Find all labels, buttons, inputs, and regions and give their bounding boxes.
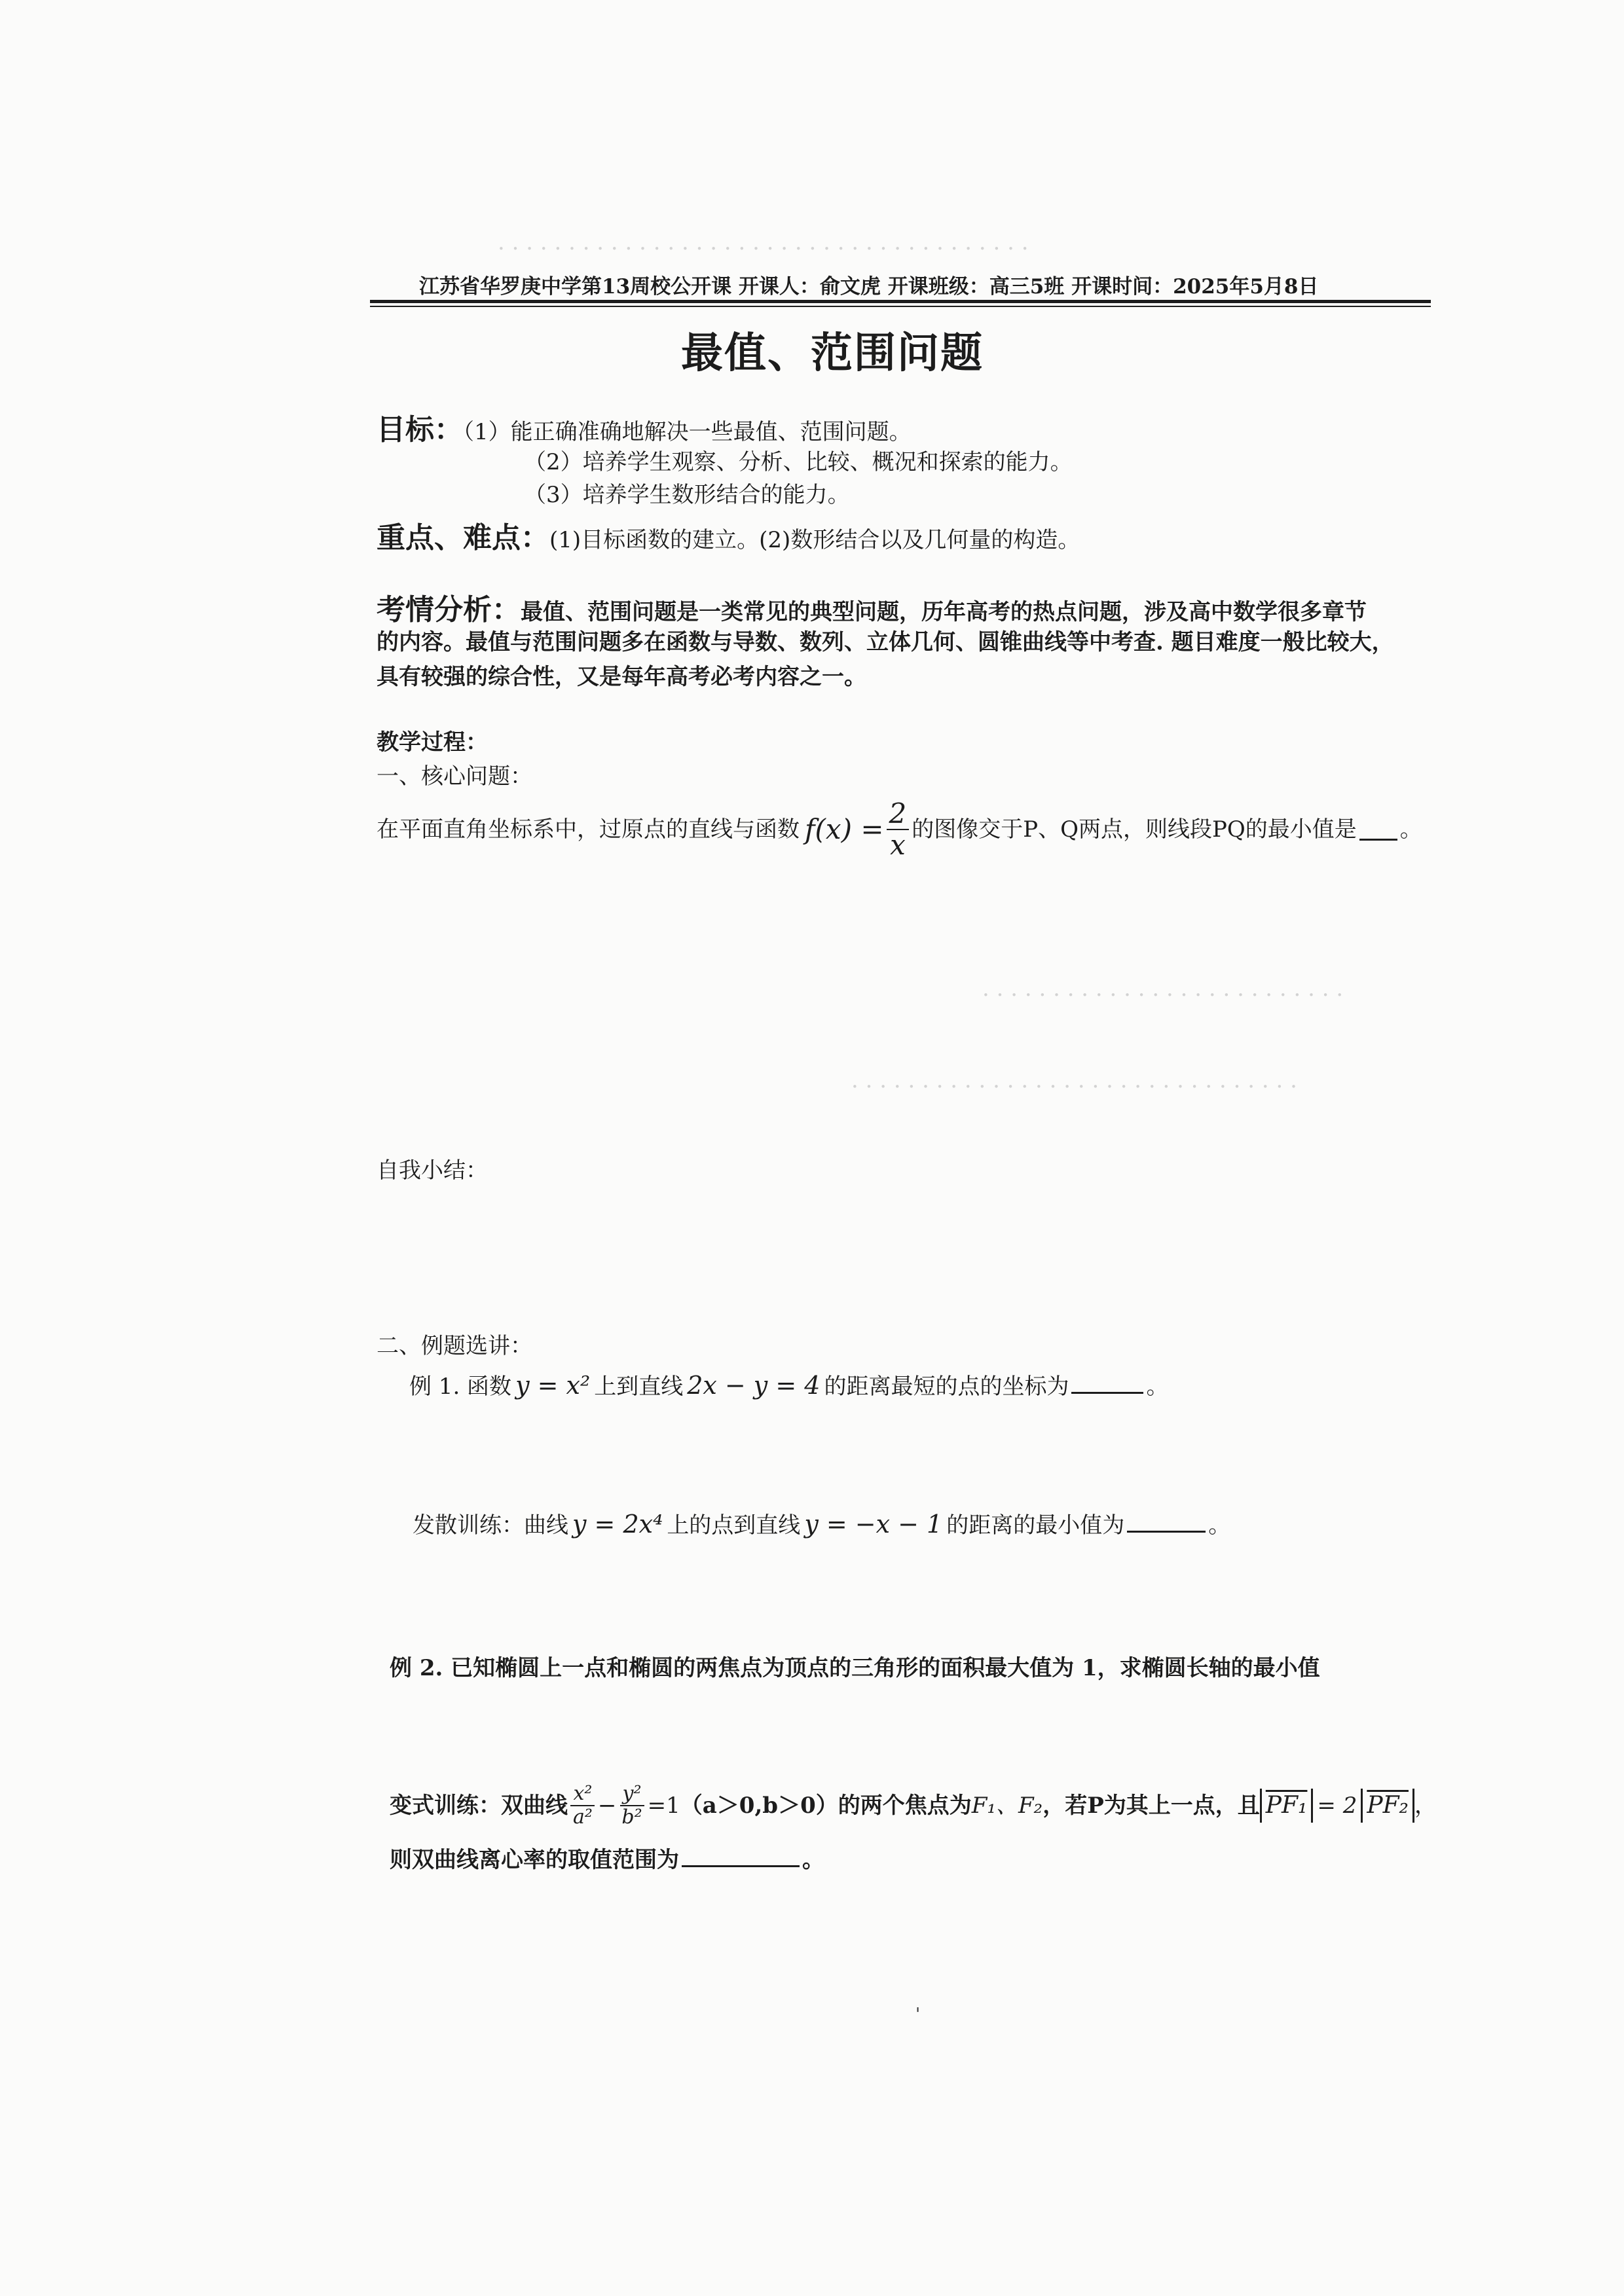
bleed-through-text: · · · · · · · · · · · · · · · · · · · · · · · · · · · · · · · ·	[851, 1074, 1297, 1100]
section-heading: 一、核心问题：	[377, 763, 532, 790]
foci-label: F₁、F₂	[971, 1793, 1043, 1819]
analysis-text: 的内容。最值与范围问题多在函数与导数、数列、立体几何、圆锥曲线等中考查. 题目难度一般比较大，	[377, 629, 1394, 655]
bleed-through-text: · · · · · · · · · · · · · · · · · · · · · · · · · ·	[982, 982, 1344, 1008]
header-divider	[370, 300, 1431, 303]
training-2-text: ，若P为其上一点，且	[1043, 1793, 1260, 1819]
training-2	[390, 1784, 1437, 1827]
example-1-text: 上到直线	[594, 1374, 684, 1400]
fraction	[887, 797, 910, 861]
core-problem-text: 。	[1399, 816, 1422, 843]
goal-item: （2）培养学生观察、分析、比较、概况和探索的能力。	[524, 449, 1073, 475]
training-1-text: 发散训练：曲线	[413, 1512, 568, 1539]
training-2-text: 变式训练：双曲线	[390, 1793, 568, 1819]
header-divider-thin	[370, 306, 1431, 307]
example-1-text: 例 1. 函数	[409, 1374, 512, 1400]
core-problem-text: 的图像交于P、Q两点，则线段PQ的最小值是	[912, 816, 1357, 843]
answer-blank[interactable]	[1127, 1518, 1206, 1533]
function-expression: f(x) =	[805, 813, 884, 845]
fraction-numerator: y²	[620, 1784, 644, 1806]
training-2-text: ，	[1414, 1793, 1437, 1819]
header-line: 江苏省华罗庚中学第13周校公开课 开课人：俞文虎 开课班级：高三5班 开课时间：2025年5月8日	[419, 275, 1319, 299]
example-1-text: 。	[1146, 1374, 1169, 1400]
core-problem	[377, 797, 1422, 861]
equation: = 2	[1317, 1793, 1357, 1819]
page-title: 最值、范围问题	[681, 329, 984, 378]
training-2-text: （a＞0,b＞0）的两个焦点为	[680, 1793, 972, 1819]
analysis-block	[377, 586, 1367, 629]
goals-label: 目标：	[377, 413, 463, 446]
equation: y = x²	[515, 1371, 591, 1400]
equals-one: =1	[647, 1793, 680, 1819]
answer-blank[interactable]	[1359, 819, 1397, 841]
training-2-text: 。	[802, 1847, 824, 1873]
equation: y = −x − 1	[804, 1510, 943, 1539]
bleed-through-text: · · · · · · · · · · · · · · · · · · · · · · · · · · · · · · · · · · · · · ·	[498, 236, 1029, 262]
vector-magnitude: PF₁	[1260, 1789, 1314, 1823]
self-summary-label: 自我小结：	[377, 1157, 488, 1184]
answer-blank[interactable]	[682, 1852, 800, 1867]
goals-block	[377, 406, 912, 449]
training-2-text: 则双曲线离心率的取值范围为	[390, 1847, 679, 1873]
analysis-text: 最值、范围问题是一类常见的典型问题，历年高考的热点问题，涉及高中数学很多章节	[521, 599, 1367, 625]
process-label: 教学过程：	[377, 729, 488, 756]
goal-item: （1）能正确准确地解决一些最值、范围问题。	[463, 419, 912, 445]
training-1-text: 。	[1208, 1512, 1231, 1539]
analysis-text: 具有较强的综合性，又是每年高考必考内容之一。	[377, 664, 866, 690]
equation: 2x − y = 4	[687, 1371, 821, 1400]
fraction	[570, 1784, 595, 1827]
training-1	[413, 1507, 1230, 1542]
key-points-label: 重点、难点：	[377, 521, 549, 555]
answer-blank[interactable]	[1071, 1379, 1143, 1394]
fraction-numerator: x²	[570, 1784, 595, 1806]
analysis-label: 考情分析：	[377, 593, 521, 627]
training-1-text: 上的点到直线	[667, 1512, 801, 1539]
section-heading: 二、例题选讲：	[377, 1333, 532, 1359]
fraction-numerator: 2	[887, 800, 910, 830]
goal-item: （3）培养学生数形结合的能力。	[524, 482, 850, 508]
example-2: 例 2. 已知椭圆上一点和椭圆的两焦点为顶点的三角形的面积最大值为 1，求椭圆长轴的最小值	[390, 1655, 1320, 1681]
ink-speck: '	[915, 2005, 921, 2024]
key-points-block	[377, 514, 1080, 557]
vector-magnitude: PF₂	[1361, 1789, 1414, 1823]
fraction-denominator: x	[890, 829, 906, 861]
fraction-denominator: a²	[573, 1806, 593, 1829]
example-1	[409, 1368, 1168, 1404]
minus-sign: −	[597, 1793, 617, 1819]
fraction-denominator: b²	[621, 1806, 642, 1829]
training-1-text: 的距离的最小值为	[946, 1512, 1125, 1539]
key-points-text: (1)目标函数的建立。(2)数形结合以及几何量的构造。	[549, 527, 1080, 553]
core-problem-text: 在平面直角坐标系中，过原点的直线与函数	[377, 816, 800, 843]
equation: y = 2x⁴	[572, 1510, 663, 1539]
training-2-line2	[390, 1843, 824, 1877]
example-1-text: 的距离最短的点的坐标为	[824, 1374, 1069, 1400]
fraction	[619, 1784, 644, 1827]
